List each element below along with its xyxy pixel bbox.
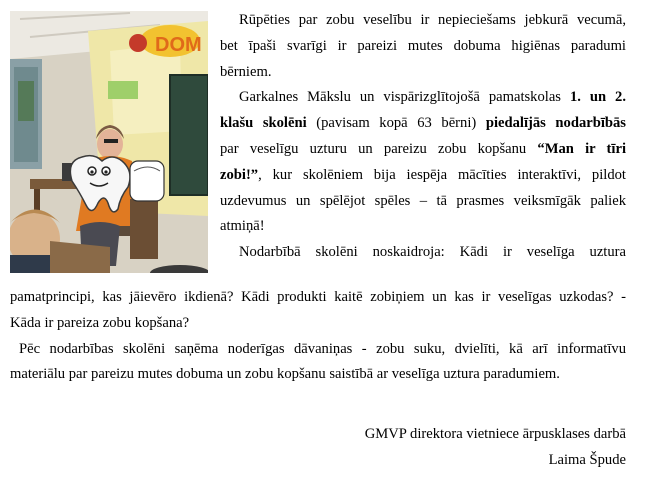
signature-block [365,422,626,474]
signature-name: Laima Špude [548,451,626,468]
text-line: bet īpaši svarīgi ir pareizi mutes dobuma higiēnas paradumi [220,37,626,54]
text-line [220,111,626,137]
topic-text: par veselīgu uzturu un pareizu zobu kopšanu [220,140,538,157]
paragraph-questions-start [220,240,626,266]
grade-label: 1. un 2. [569,89,626,106]
article-full-width [10,285,626,388]
paragraph-gifts [10,337,626,363]
signature-position: GMVP direktora vietniece ārpusklases darbā [364,426,626,442]
students-label: klašu skolēni [220,115,307,132]
text-line [220,85,626,111]
student-count: (pavisam kopā 63 bērni) [306,115,486,132]
program-title-part1: “Man ir tīri [537,140,626,157]
text-line: Rūpēties par zobu veselību ir nepieciešams jebkurā vecumā, [239,12,626,28]
text-line [220,163,626,189]
text-line: atmiņā! [220,218,265,235]
text-line [220,137,626,163]
paragraph-intro [220,8,626,85]
text-line: materiālu par pareizu mutes dobuma un zobu kopšanu saistībā ar veselīga uztura paradumiem. [10,366,560,383]
article-column [220,8,626,266]
school-name: Garkalnes Mākslu un vispārizglītojošā pamatskolas [239,89,570,106]
classroom-photo [10,11,208,273]
program-title-part2: zobi!” [220,166,259,183]
text-line: bērniem. [220,63,272,80]
text-line: pamatprincipi, kas jāievēro ikdienā? Kādi produkti kaitē zobiņiem un kas ir veselīgas uzkodas? - [10,289,626,305]
paragraph-participants [220,85,626,240]
text-line: uzdevumus un spēlējot spēles – tā prasmes veiksmīgāk paliek [220,192,626,209]
description-text: , kur skolēniem bija iespēja mācīties interaktīvi, pildot [258,166,626,183]
text-line: Kāda ir pareiza zobu kopšana? [10,314,190,331]
classroom-photo-illustration [10,11,208,273]
participation-label: piedalījās nodarbībās [485,115,626,132]
poster-text: DOM [155,34,202,56]
text-line: Pēc nodarbības skolēni saņēma noderīgas dāvaniņas - zobu suku, dvielīti, kā arī informatīvu [19,340,626,357]
text-line: Nodarbībā skolēni noskaidroja: Kādi ir veselīga uztura [239,244,626,261]
